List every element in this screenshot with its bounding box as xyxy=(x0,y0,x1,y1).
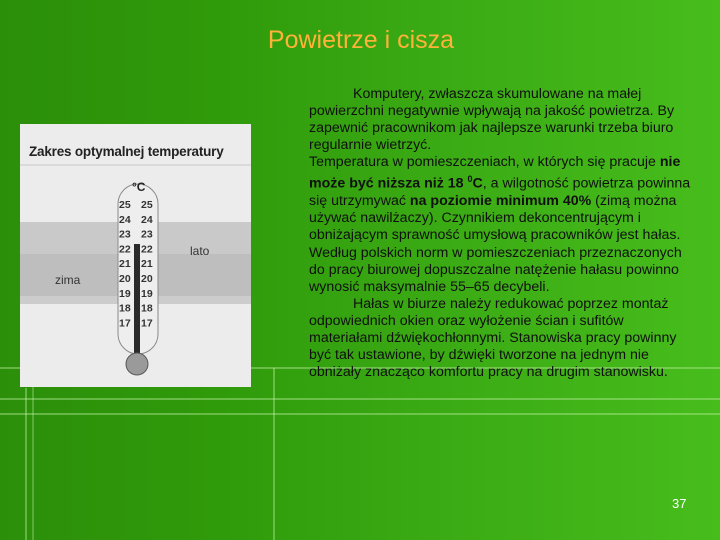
scale-tick-left: 19 xyxy=(119,287,131,300)
scale-tick-right: 23 xyxy=(141,228,153,241)
text-run: Temperatura w pomieszczeniach, w których się pracuje xyxy=(309,154,660,171)
scale-tick-right: 18 xyxy=(141,302,153,315)
scale-tick-left: 24 xyxy=(119,213,131,226)
thermometer-bulb xyxy=(126,353,148,375)
thermometer-tube xyxy=(134,244,140,356)
scale-tick-left: 22 xyxy=(119,243,131,256)
scale-tick-right: 25 xyxy=(141,199,153,211)
scale-tick-right: 22 xyxy=(141,243,153,256)
paragraph-air: Komputery, zwłaszcza skumulowane na małej powierzchni negatywnie wpływają na jakość powietrza. By zapewnić pracownikom jak najlepsze warunki trzeba biuro regularnie wietrzyć. xyxy=(309,86,675,154)
text-bold-humidity: na poziomie minimum 40% xyxy=(409,193,592,210)
thermometer-graphic xyxy=(20,124,251,387)
text-bold-unit: C xyxy=(472,176,483,193)
figure-heading: Zakres optymalnej temperatury xyxy=(29,144,224,159)
text-run: (zimą można używać nawilżaczy). Czynnikiem dekoncentrującym i obniżającym sprawność umysłową pracowników jest hałas. Według polskich norm w pomieszczeniach przeznaczonych do pracy biurowej dopuszczalne natężenie hałasu powinno wynosić maksymalnie 55–65 decybeli. xyxy=(309,193,682,295)
scale-tick-left: 20 xyxy=(119,273,131,285)
scale-tick-right: 24 xyxy=(141,213,153,226)
page-number: 37 xyxy=(672,496,687,511)
summer-label: lato xyxy=(190,244,210,258)
text-run: , a wilgotność powietrza powinna się utrzymywać xyxy=(309,176,691,210)
scale-tick-right: 21 xyxy=(141,258,153,271)
scale-tick-right: 19 xyxy=(141,287,153,300)
scale-tick-left: 18 xyxy=(119,302,131,315)
scale-tick-right: 20 xyxy=(141,273,153,285)
thermometer-figure xyxy=(20,124,251,387)
unit-label: °C xyxy=(132,180,146,194)
text-bold-min-temp: nie może być niższa niż 18 xyxy=(309,154,681,193)
winter-label: zima xyxy=(55,273,81,287)
scale-tick-left: 21 xyxy=(119,258,131,271)
text-superscript: 0 xyxy=(467,174,473,185)
scale-tick-right: 17 xyxy=(141,317,153,330)
slide-title: Powietrze i cisza xyxy=(267,26,455,54)
scale-tick-left: 25 xyxy=(119,199,131,211)
body-text xyxy=(309,86,695,381)
paragraph-temperature xyxy=(309,154,695,295)
scale-tick-left: 17 xyxy=(119,317,131,330)
scale-tick-left: 23 xyxy=(119,228,131,241)
paragraph-noise: Hałas w biurze należy redukować poprzez montaż odpowiednich okien oraz wyłożenie ścian i sufitów materiałami dźwiękochłonnymi. Stanowiska pracy powinny być tak ustawione, by dźwięki tworzone na jednym nie obniżały znacząco komfortu pracy na drugim stanowisku. xyxy=(309,295,677,381)
